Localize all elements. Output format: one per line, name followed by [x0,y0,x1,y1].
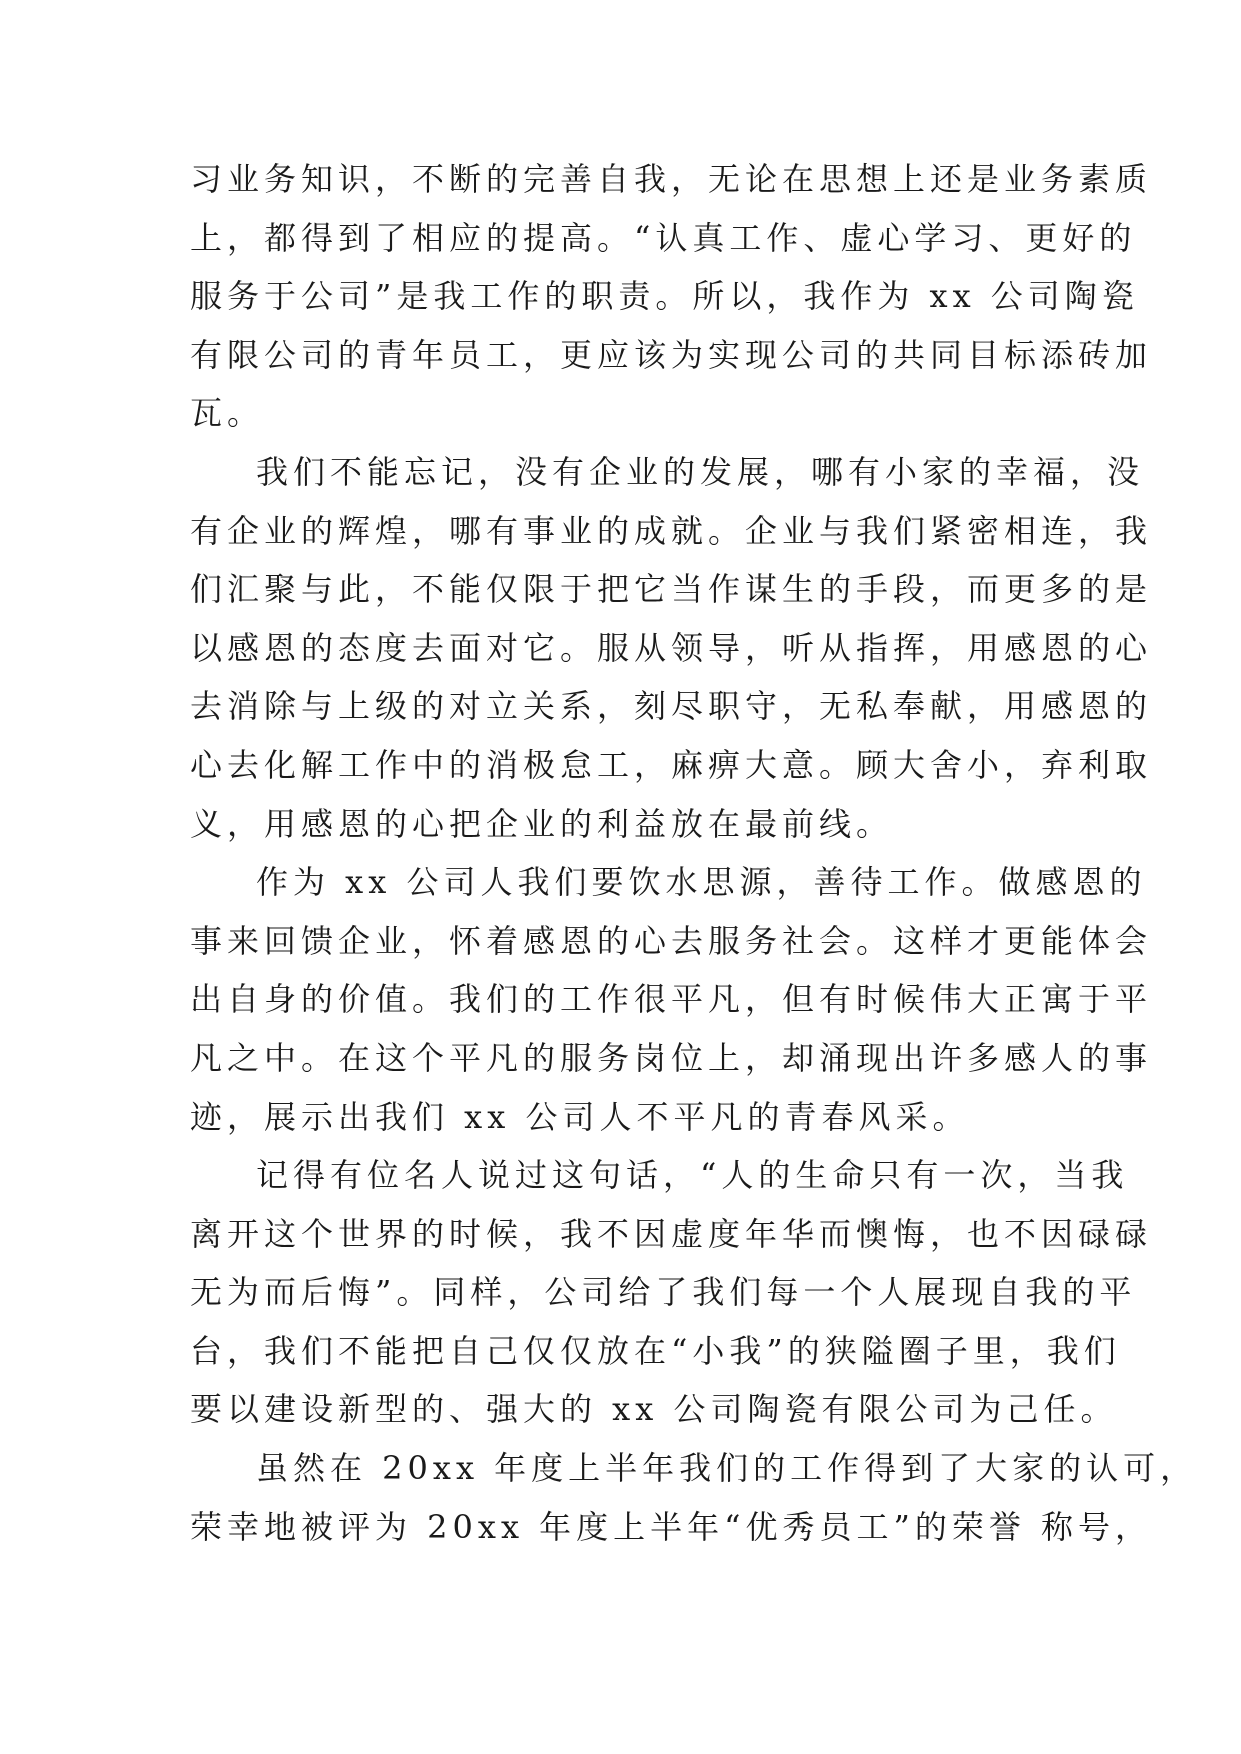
text-line: 台，我们不能把自己仅仅放在“小我”的狭隘圈子里，我们 [190,1331,1121,1370]
text-line: 义，用感恩的心把企业的利益放在最前线。 [190,804,894,843]
text-line: 出自身的价值。我们的工作很平凡，但有时候伟大正寓于平 [190,980,1153,1019]
text-line: 荣幸地被评为 20xx 年度上半年“优秀员工”的荣誉 称号， [190,1507,1153,1546]
text-line: 迹，展示出我们 xx 公司人不平凡的青春风采。 [190,1097,970,1136]
text-line: 凡之中。在这个平凡的服务岗位上，却涌现出许多感人的事 [190,1038,1153,1077]
paragraph [190,150,1153,443]
text-line: 记得有位名人说过这句话，“人的生命只有一次，当我 [256,1156,1129,1195]
text-line: 离开这个世界的时候，我不因虚度年华而懊悔，也不因碌碌 [190,1214,1153,1253]
body-text [190,150,1198,1556]
text-line: 有限公司的青年员工，更应该为实现公司的共同目标添砖加 [190,335,1153,374]
text-line: 我们不能忘记，没有企业的发展，哪有小家的幸福，没 [256,452,1145,491]
text-line: 瓦。 [190,394,265,433]
paragraph [190,853,1153,1146]
text-line: 以感恩的态度去面对它。服从领导，听从指挥，用感恩的心 [190,628,1153,667]
text-line: 事来回馈企业，怀着感恩的心去服务社会。这样才更能体会 [190,921,1153,960]
paragraph [190,443,1153,853]
paragraph [190,1439,1198,1556]
text-line: 习业务知识，不断的完善自我，无论在思想上还是业务素质 [190,160,1153,198]
text-line: 去消除与上级的对立关系，刻尽职守，无私奉献，用感恩的 [190,687,1153,726]
text-line: 上，都得到了相应的提高。“认真工作、虚心学习、更好的 [190,218,1137,257]
text-line: 们汇聚与此，不能仅限于把它当作谋生的手段，而更多的是 [190,570,1153,609]
text-line: 心去化解工作中的消极怠工，麻痹大意。顾大舍小，弃利取 [190,745,1153,784]
text-line: 有企业的辉煌，哪有事业的成就。企业与我们紧密相连，我 [190,511,1153,550]
text-line: 作为 xx 公司人我们要饮水思源，善待工作。做感恩的 [256,863,1147,902]
text-line: 要以建设新型的、强大的 xx 公司陶瓷有限公司为己任。 [190,1390,1118,1429]
text-line: 虽然在 20xx 年度上半年我们的工作得到了大家的认可， [256,1449,1198,1488]
text-line: 服务于公司”是我工作的职责。所以，我作为 xx 公司陶瓷 [190,277,1139,316]
text-line: 无为而后悔”。同样，公司给了我们每一个人展现自我的平 [190,1273,1137,1312]
paragraph [190,1146,1153,1439]
